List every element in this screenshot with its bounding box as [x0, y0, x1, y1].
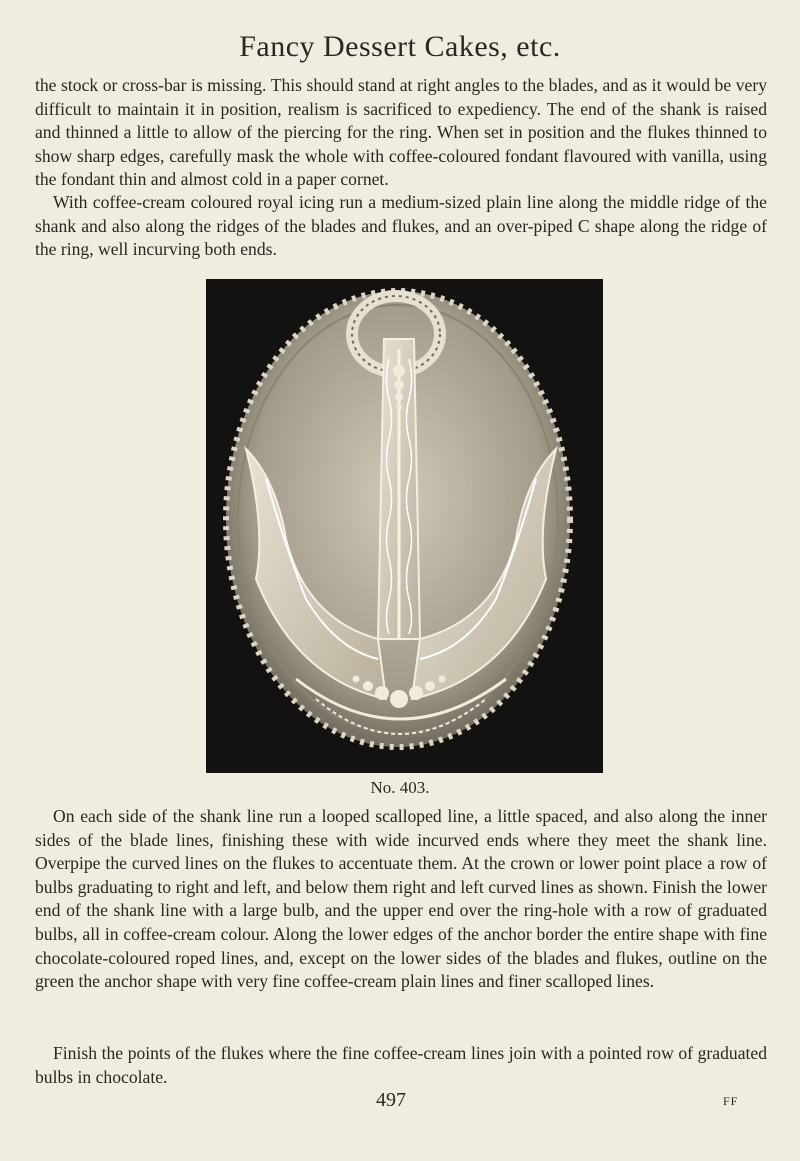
- page-title: Fancy Dessert Cakes, etc.: [239, 30, 561, 63]
- paragraph-3-text: On each side of the shank line run a looped scalloped line, a little spaced, and also along the inner sides of the blade lines, finishing these with wide incurved ends where they meet the shank line. Overpipe the curved lines on the flukes to accentuate them. At the crown or lower point place a row of bulbs graduating to right and left, and below them right and left curved lines as shown. Finish the lower end of the shank line with a large bulb, and the upper end over the ring-hole with a row of graduated bulbs, all in coffee-cream colour. Along the lower edges of the anchor border the entire shape with fine chocolate-coloured roped lines, and, except on the lower sides of the blades and flukes, outline on the green the anchor shape with very fine coffee-cream plain lines and finer scalloped lines.: [35, 806, 767, 992]
- paragraph-4: [35, 1042, 767, 1089]
- paragraph-2: [35, 191, 767, 262]
- paragraph-3: [35, 805, 767, 994]
- paragraph-2-text: With coffee-cream coloured royal icing run a medium-sized plain line along the middle ridge of the shank and also along the ridges of the blades and flukes, and an over-piped C shape along the ridge of the ring, well incurving both ends.: [35, 192, 767, 260]
- anchor-cake-illustration: [206, 279, 603, 773]
- paragraph-1: the stock or cross-bar is missing. This should stand at right angles to the blades, and as it would be very difficult to maintain it in position, realism is sacrificed to expediency. The end of the shank is raised and thinned a little to allow of the piercing for the ring. When set in position and the flukes thinned to show sharp edges, carefully mask the whole with coffee-coloured fondant flavoured with vanilla, using the fondant thin and almost cold in a paper cornet.: [35, 75, 767, 190]
- anchor-cake-photo: [206, 279, 603, 773]
- paragraph-4-text: Finish the points of the flukes where the fine coffee-cream lines join with a pointed row of graduated bulbs in chocolate.: [35, 1043, 767, 1087]
- figure-caption: No. 403.: [370, 778, 430, 797]
- page-number: 497: [376, 1089, 406, 1111]
- signature-mark: FF: [723, 1094, 739, 1108]
